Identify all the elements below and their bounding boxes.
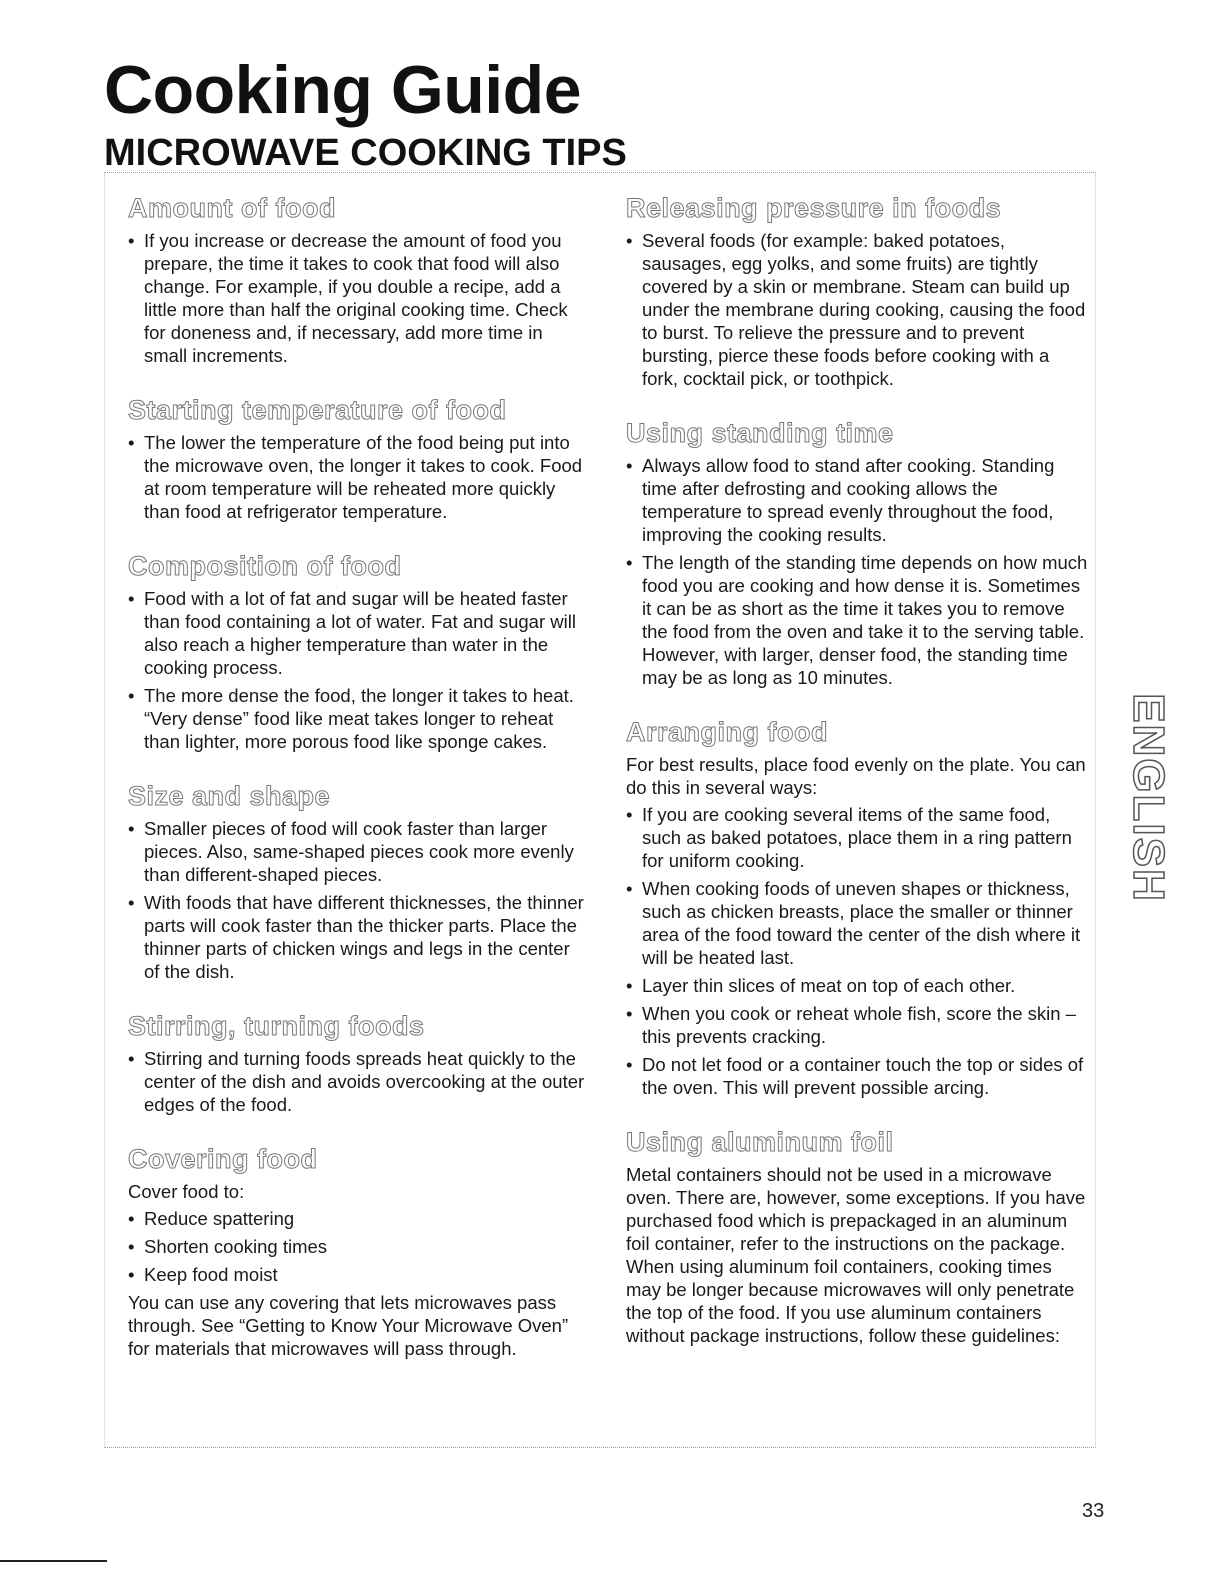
tip-section [616,717,1088,1099]
bullet-item: • Shorten cooking times [118,1235,588,1258]
bullet-list [118,587,588,753]
section-heading: Amount of food [128,193,336,223]
bullet-item: • Stirring and turning foods spreads heat quickly to the center of the dish and avoids overcooking at the outer edges of the food. [118,1047,588,1116]
bullet-item: • Several foods (for example: baked potatoes, sausages, egg yolks, and some fruits) are tightly covered by a skin or membrane. Steam can build up under the membrane during cooking, causing the food to burst. To relieve the pressure and to prevent bursting, pierce these foods before cooking with a fork, cocktail pick, or toothpick. [616,229,1088,390]
tip-section [616,1127,1088,1347]
bullet-item: • Smaller pieces of food will cook faster than larger pieces. Also, same-shaped pieces cook more evenly than different-shaped pieces. [118,817,588,886]
bullet-item: • Reduce spattering [118,1207,588,1230]
section-paragraph: Metal containers should not be used in a microwave oven. There are, however, some exceptions. If you have purchased food which is prepackaged in an aluminum foil container, refer to the instructions on the package. When using aluminum foil containers, cooking times may be longer because microwaves will only penetrate the top of the food. If you use aluminum containers without package instructions, follow these guidelines: [626,1164,1086,1346]
tip-section [118,1011,588,1116]
tip-section [118,1144,588,1360]
bullet-list [616,229,1088,390]
section-heading: Size and shape [128,781,331,811]
bullet-list [616,803,1088,1099]
section-heading: Covering food [128,1144,318,1174]
bullet-item: • The more dense the food, the longer it takes to heat. “Very dense” food like meat takes longer to reheat than lighter, more porous food like sponge cakes. [118,684,588,753]
bullet-item: • If you are cooking several items of the same food, such as baked potatoes, place them in a ring pattern for uniform cooking. [616,803,1088,872]
section-heading: Arranging food [626,717,828,747]
bullet-list [118,431,588,523]
bullet-item: • The length of the standing time depends on how much food you are cooking and how dense it is. Sometimes it can be as short as the time it takes you to remove the food from the oven and take it to the serving table. However, with larger, denser food, the standing time may be as long as 10 minutes. [616,551,1088,689]
bullet-item: • Keep food moist [118,1263,588,1286]
footer-rule [0,1560,107,1562]
bullet-item: • When cooking foods of uneven shapes or thickness, such as chicken breasts, place the smaller or thinner area of the food toward the center of the dish where it will be heated last. [616,877,1088,969]
bullet-list [118,229,588,367]
section-paragraph: For best results, place food evenly on the plate. You can do this in several ways: [626,754,1086,798]
bullet-list [118,817,588,983]
section-heading: Starting temperature of food [128,395,507,425]
language-tab [1124,690,1172,905]
bullet-item: • When you cook or reheat whole fish, score the skin – this prevents cracking. [616,1002,1088,1048]
bullet-item: • The lower the temperature of the food being put into the microwave oven, the longer it takes to cook. Food at room temperature will be reheated more quickly than food at refrigerator temperature. [118,431,588,523]
tip-section [118,395,588,523]
tip-section [616,418,1088,689]
tip-section [118,193,588,367]
tip-section [616,193,1088,390]
bullet-list [118,1207,588,1286]
left-column [118,193,588,1388]
bullet-item: • Food with a lot of fat and sugar will be heated faster than food containing a lot of water. Fat and sugar will also reach a higher temperature than water in the cooking process. [118,587,588,679]
language-tab-label: ENGLISH [1124,692,1174,903]
section-paragraph: Cover food to: [128,1181,245,1202]
right-column [616,193,1088,1375]
section-paragraph: You can use any covering that lets microwaves pass through. See “Getting to Know Your Microwave Oven” for materials that microwaves will pass through. [128,1292,569,1359]
section-heading: Using aluminum foil [626,1127,894,1157]
tip-section [118,781,588,983]
bullet-list [616,454,1088,689]
page-subtitle: MICROWAVE COOKING TIPS [104,132,627,174]
page-number: 33 [1082,1500,1105,1522]
section-heading: Stirring, turning foods [128,1011,425,1041]
page-title: Cooking Guide [104,52,582,128]
bullet-item: • Do not let food or a container touch the top or sides of the oven. This will prevent possible arcing. [616,1053,1088,1099]
bullet-item: • With foods that have different thicknesses, the thinner parts will cook faster than the thicker parts. Place the thinner parts of chicken wings and legs in the center of the dish. [118,891,588,983]
section-heading: Releasing pressure in foods [626,193,1002,223]
bullet-list [118,1047,588,1116]
section-heading: Using standing time [626,418,894,448]
bullet-item: • If you increase or decrease the amount of food you prepare, the time it takes to cook that food will also change. For example, if you double a recipe, add a little more than half the original cooking time. Check for doneness and, if necessary, add more time in small increments. [118,229,588,367]
tip-section [118,551,588,753]
bullet-item: • Layer thin slices of meat on top of each other. [616,974,1088,997]
section-heading: Composition of food [128,551,402,581]
bullet-item: • Always allow food to stand after cooking. Standing time after defrosting and cooking allows the temperature to spread evenly throughout the food, improving the cooking results. [616,454,1088,546]
